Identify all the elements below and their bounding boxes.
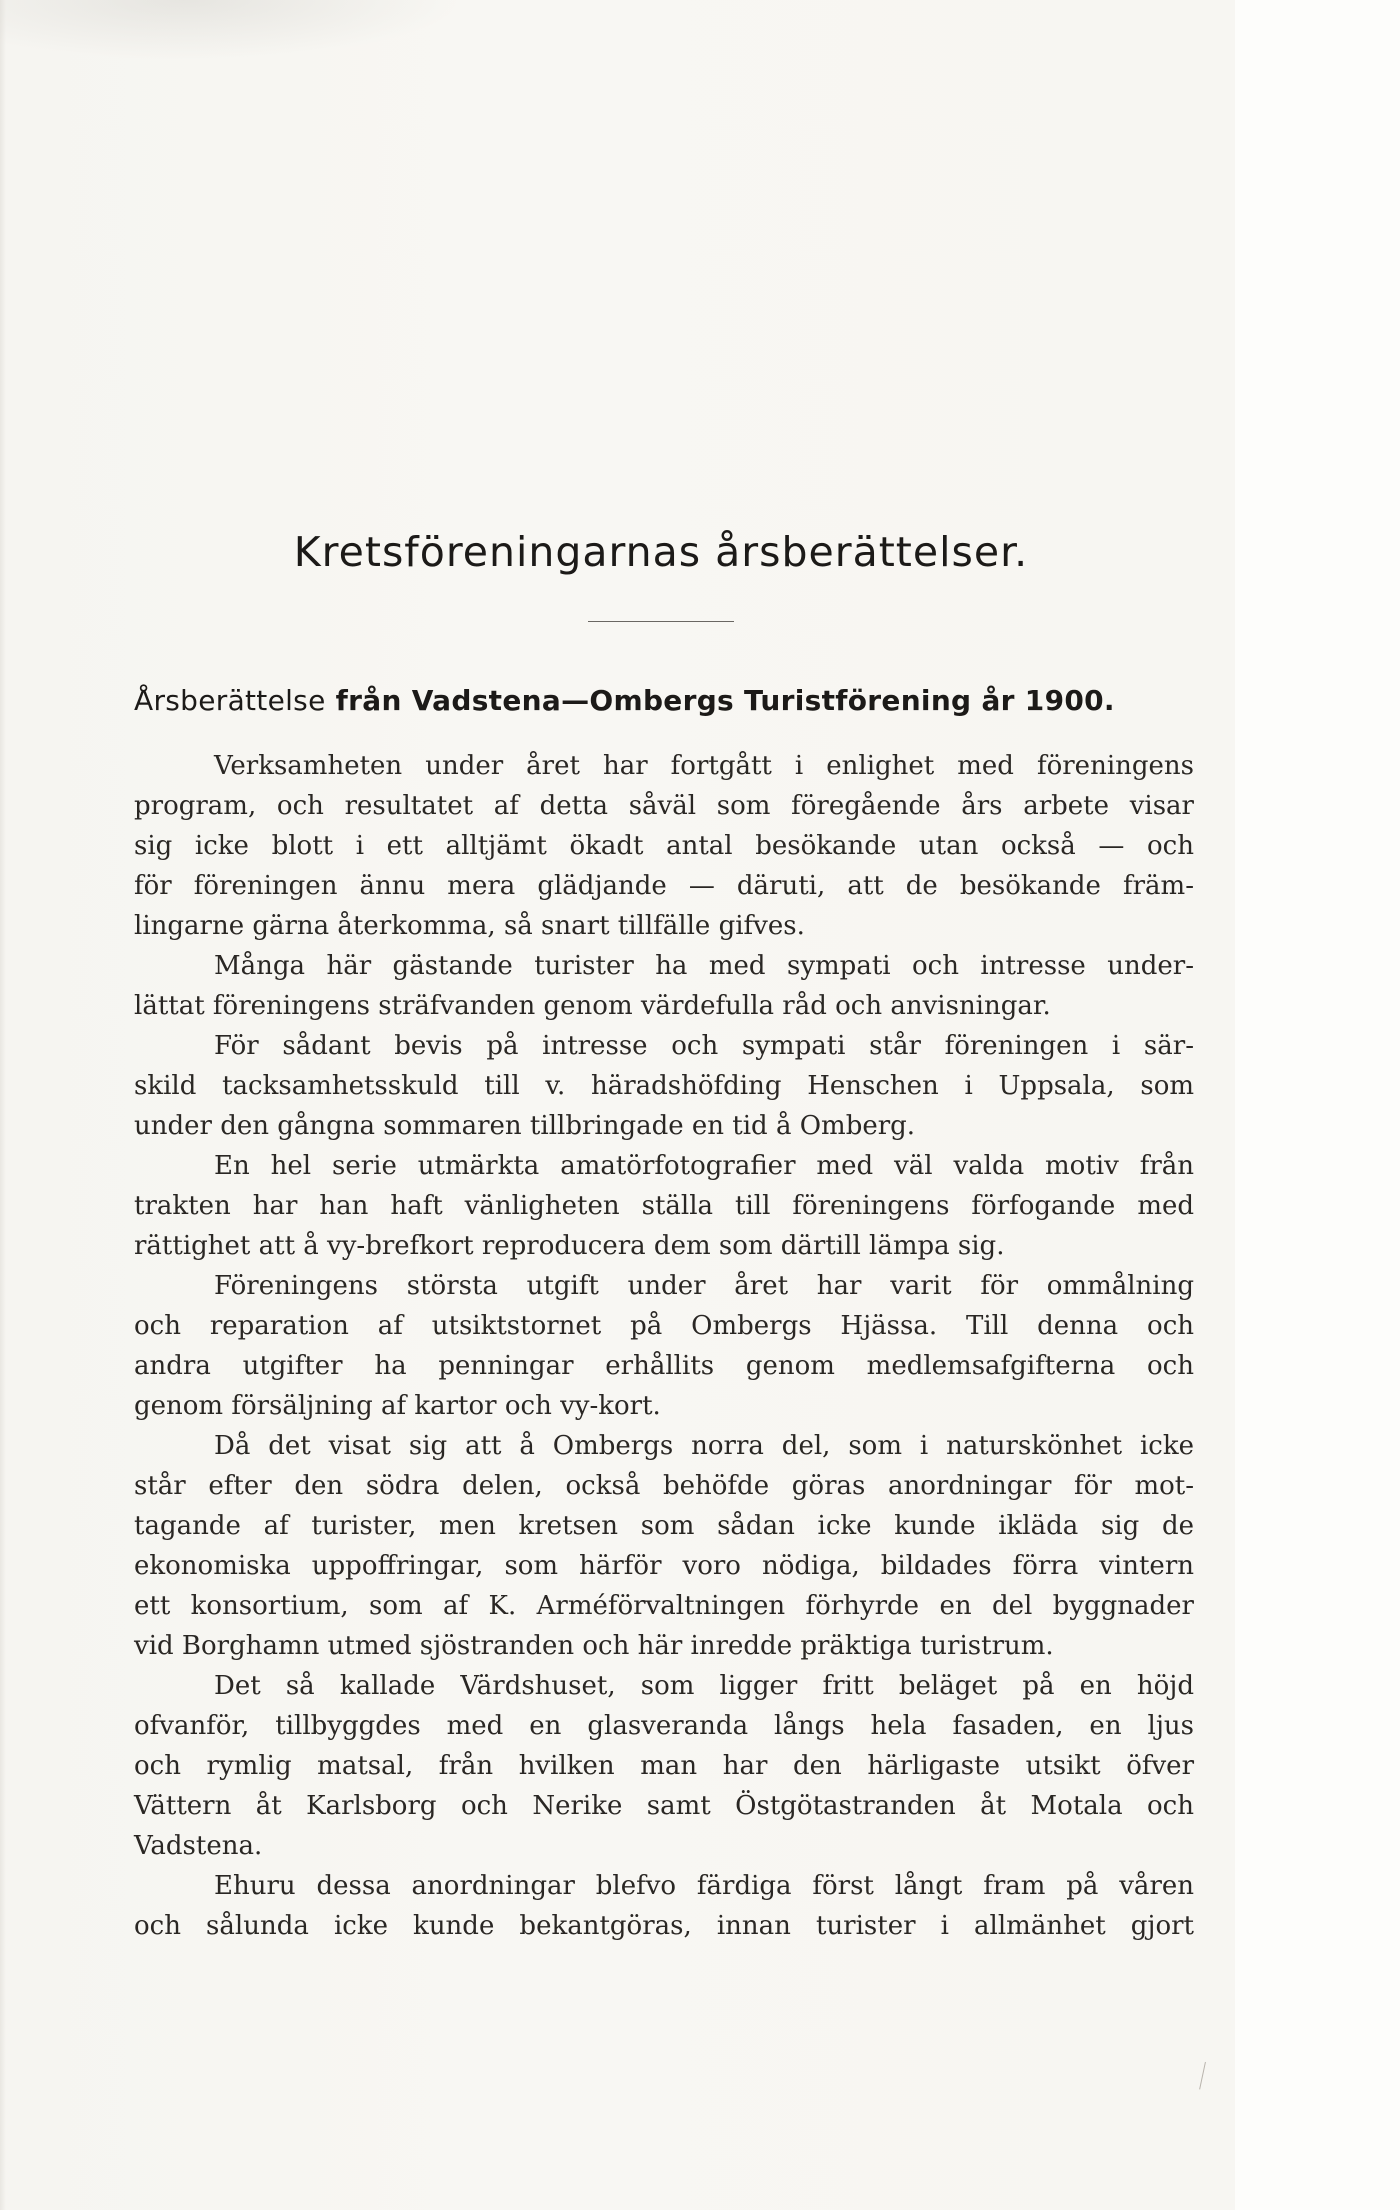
text-line: Det så kallade Värdshuset, som ligger fritt beläget på en höjd bbox=[214, 1671, 1194, 1701]
text-line: Vättern åt Karlsborg och Nerike samt Östgötastranden åt Motala och bbox=[134, 1791, 1194, 1821]
text-line: Ehuru dessa anordningar blefvo färdiga först långt fram på våren bbox=[214, 1871, 1194, 1901]
report-heading-lead: Årsberättelse bbox=[134, 684, 326, 717]
text-line: trakten har han haft vänligheten ställa till föreningens förfogande med bbox=[134, 1191, 1194, 1221]
text-line: genom försäljning af kartor och vy-kort. bbox=[134, 1391, 661, 1421]
scan-margin bbox=[1235, 0, 1400, 2210]
paper-blemish bbox=[1199, 2062, 1209, 2090]
text-line: ofvanför, tillbyggdes med en glasveranda långs hela fasaden, en ljus bbox=[134, 1711, 1194, 1741]
text-line: Verksamheten under året har fortgått i enlighet med föreningens bbox=[214, 751, 1194, 781]
text-line: Vadstena. bbox=[134, 1831, 263, 1861]
report-heading-rest: från Vadstena—Ombergs Turistförening år 1900. bbox=[335, 684, 1115, 717]
text-line: ekonomiska uppoffringar, som härför voro nödiga, bildades förra vintern bbox=[134, 1551, 1194, 1581]
text-line: tagande af turister, men kretsen som sådan icke kunde ikläda sig de bbox=[134, 1511, 1194, 1541]
corner-shadow bbox=[0, 0, 460, 60]
text-line: och sålunda icke kunde bekantgöras, innan turister i allmänhet gjort bbox=[134, 1911, 1194, 1941]
text-line: lättat föreningens sträfvanden genom värdefulla råd och anvisningar. bbox=[134, 991, 1051, 1021]
text-line: lingarne gärna återkomma, så snart tillfälle gifves. bbox=[134, 911, 805, 941]
text-line: Föreningens största utgift under året har varit för ommålning bbox=[214, 1271, 1194, 1301]
text-line: Många här gästande turister ha med sympati och intresse under- bbox=[214, 951, 1194, 981]
text-line: och reparation af utsiktstornet på Ombergs Hjässa. Till denna och bbox=[134, 1311, 1194, 1341]
text-line: andra utgifter ha penningar erhållits genom medlemsafgifterna och bbox=[134, 1351, 1194, 1381]
text-line: En hel serie utmärkta amatörfotografier med väl valda motiv från bbox=[214, 1151, 1194, 1181]
text-line: Då det visat sig att å Ombergs norra del, som i naturskönhet icke bbox=[214, 1431, 1194, 1461]
text-line: för föreningen ännu mera glädjande — däruti, att de besökande främ- bbox=[134, 871, 1194, 901]
report-body bbox=[134, 746, 1194, 1946]
text-line: skild tacksamhetsskuld till v. häradshöfding Henschen i Uppsala, som bbox=[134, 1071, 1194, 1101]
text-line: vid Borghamn utmed sjöstranden och här inredde präktiga turistrum. bbox=[134, 1631, 1054, 1661]
text-line: och rymlig matsal, från hvilken man har den härligaste utsikt öfver bbox=[134, 1751, 1194, 1781]
text-line: ett konsortium, som af K. Arméförvaltningen förhyrde en del byggnader bbox=[134, 1591, 1194, 1621]
report-heading bbox=[134, 684, 1194, 717]
text-line: program, och resultatet af detta såväl som föregående års arbete visar bbox=[134, 791, 1194, 821]
text-line: står efter den södra delen, också behöfde göras anordningar för mot- bbox=[134, 1471, 1194, 1501]
page-title: Kretsföreningarnas årsberättelser. bbox=[293, 528, 1029, 576]
text-line: rättighet att å vy-brefkort reproducera dem som därtill lämpa sig. bbox=[134, 1231, 1005, 1261]
text-line: sig icke blott i ett alltjämt ökadt antal besökande utan också — och bbox=[134, 831, 1194, 861]
text-line: För sådant bevis på intresse och sympati står föreningen i sär- bbox=[214, 1031, 1194, 1061]
text-line: under den gångna sommaren tillbringade en tid å Omberg. bbox=[134, 1111, 916, 1141]
title-divider bbox=[588, 621, 734, 622]
